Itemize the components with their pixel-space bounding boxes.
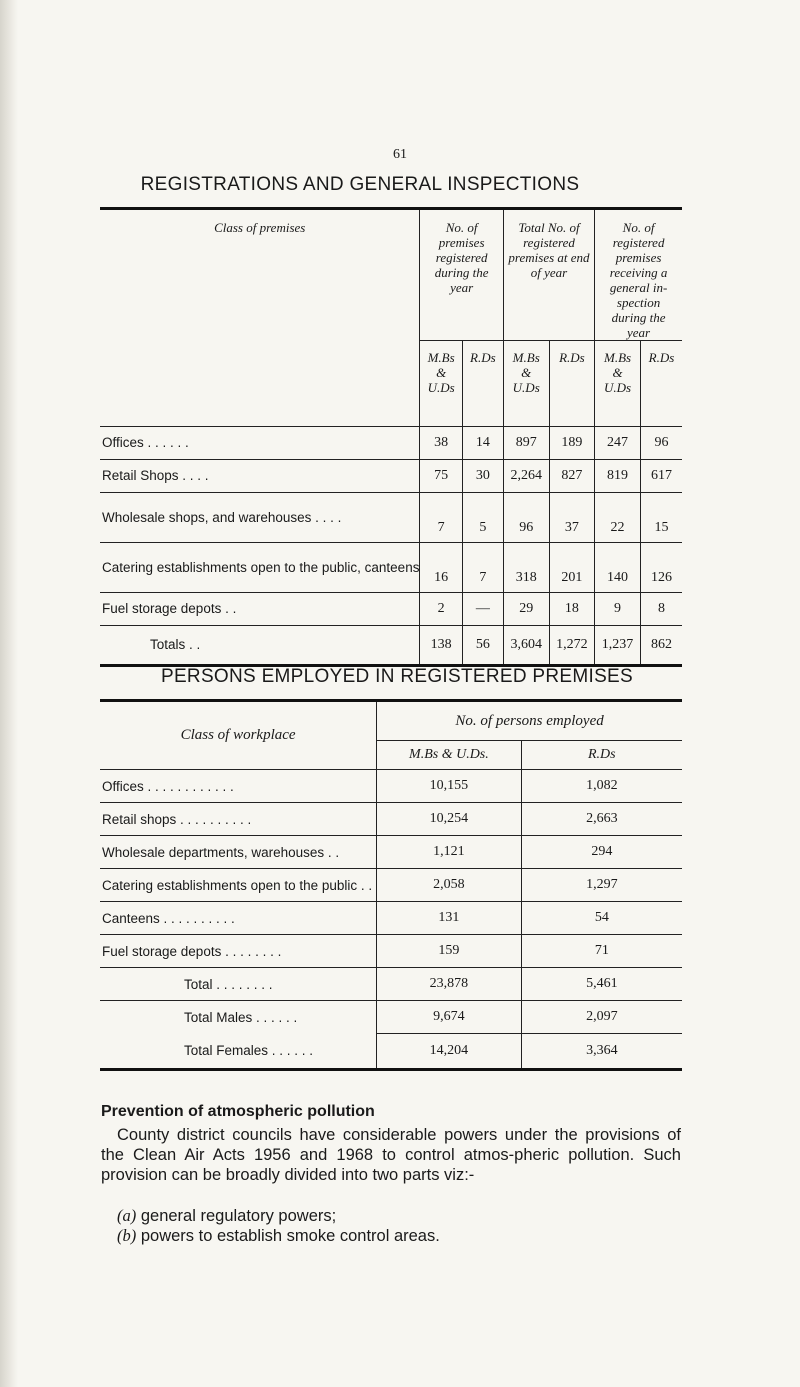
cell: 5 (462, 493, 503, 543)
cell: 9 (595, 593, 641, 626)
page-number: 61 (393, 147, 407, 162)
list-marker: (b) (117, 1226, 137, 1245)
cell: 7 (462, 543, 503, 593)
cell: 827 (549, 460, 595, 493)
cell: 16 (420, 543, 462, 593)
cell: 7 (420, 493, 462, 543)
table-row (100, 935, 682, 968)
cell: 10,254 (377, 803, 521, 836)
cell: 75 (420, 460, 462, 493)
cell: 819 (595, 460, 641, 493)
cell: 3,364 (521, 1034, 682, 1070)
cell: 1,237 (595, 626, 641, 666)
registrations-table (100, 207, 682, 667)
mbs-uds-subheader: M.Bs & U.Ds. (377, 741, 521, 770)
row-label: Total Females . . . . . . (100, 1034, 377, 1070)
cell: 54 (521, 902, 682, 935)
cell: 38 (420, 427, 462, 460)
list-item-text: powers to establish smoke control areas. (140, 1227, 440, 1245)
cell: 2,264 (503, 460, 549, 493)
cell: 14,204 (377, 1034, 521, 1070)
totals-row (100, 626, 682, 666)
prevention-body-text: County district councils have considerable powers under the provisions of the Clean Air Acts 1956 and 1968 to control atmos-pheric pollution. Such provision can be broadly divided into two parts viz:- (101, 1126, 681, 1184)
rds-subheader: R.Ds (549, 341, 595, 427)
cell: 1,297 (521, 869, 682, 902)
persons-employed-table (100, 699, 682, 1071)
row-label: Fuel storage depots . . (100, 593, 420, 626)
table-row (100, 493, 682, 543)
persons-employed-title: PERSONS EMPLOYED IN REGISTERED PREMISES (160, 666, 634, 687)
row-label: Catering establishments open to the public . . (100, 869, 377, 902)
row-label: Fuel storage depots . . . . . . . . (100, 935, 377, 968)
cell: 3,604 (503, 626, 549, 666)
rds-subheader: R.Ds (462, 341, 503, 427)
cell: — (462, 593, 503, 626)
registrations-title: REGISTRATIONS AND GENERAL INSPECTIONS (140, 174, 580, 195)
persons-employed-header: No. of persons employed (377, 701, 682, 741)
table-row (100, 902, 682, 935)
table-row (100, 593, 682, 626)
cell: 2,097 (521, 1001, 682, 1034)
table-row (100, 543, 682, 593)
total-registered-header: Total No. of registered premises at end of year (503, 209, 594, 341)
mbs-uds-subheader: M.Bs & U.Ds (503, 341, 549, 427)
cell: 862 (640, 626, 682, 666)
cell: 5,461 (521, 968, 682, 1001)
total-males-row (100, 1001, 682, 1034)
cell: 30 (462, 460, 503, 493)
cell: 897 (503, 427, 549, 460)
cell: 2,663 (521, 803, 682, 836)
cell: 189 (549, 427, 595, 460)
prevention-heading: Prevention of atmospheric pollution (101, 1103, 375, 1120)
mbs-uds-subheader: M.Bs & U.Ds (595, 341, 641, 427)
row-label: Wholesale departments, warehouses . . (100, 836, 377, 869)
cell: 22 (595, 493, 641, 543)
cell: 56 (462, 626, 503, 666)
registered-during-year-header: No. of premises registered during the year (420, 209, 503, 341)
cell: 29 (503, 593, 549, 626)
cell: 18 (549, 593, 595, 626)
cell: 15 (640, 493, 682, 543)
cell: 96 (503, 493, 549, 543)
cell: 131 (377, 902, 521, 935)
row-label: Wholesale shops, and warehouses . . . . (100, 493, 420, 543)
cell: 159 (377, 935, 521, 968)
mbs-uds-subheader: M.Bs & U.Ds (420, 341, 462, 427)
prevention-paragraph (101, 1125, 681, 1185)
row-label: Offices . . . . . . . . . . . . (100, 770, 377, 803)
cell: 294 (521, 836, 682, 869)
row-label: Total Males . . . . . . (100, 1001, 377, 1034)
row-label: Retail Shops . . . . (100, 460, 420, 493)
rds-subheader: R.Ds (521, 741, 682, 770)
cell: 1,272 (549, 626, 595, 666)
row-label: Totals . . (100, 626, 420, 666)
cell: 318 (503, 543, 549, 593)
table-row (100, 770, 682, 803)
cell: 2,058 (377, 869, 521, 902)
table-row (100, 836, 682, 869)
list-item (101, 1206, 440, 1226)
class-of-premises-header: Class of premises (100, 209, 420, 427)
table-row (100, 803, 682, 836)
prevention-list (101, 1206, 440, 1246)
row-label: Retail shops . . . . . . . . . . (100, 803, 377, 836)
list-item-text: general regulatory powers; (140, 1207, 337, 1225)
cell: 8 (640, 593, 682, 626)
cell: 71 (521, 935, 682, 968)
cell: 1,121 (377, 836, 521, 869)
row-label: Canteens . . . . . . . . . . (100, 902, 377, 935)
cell: 1,082 (521, 770, 682, 803)
scan-edge (0, 0, 18, 1387)
cell: 138 (420, 626, 462, 666)
table-row (100, 460, 682, 493)
row-label: Total . . . . . . . . (100, 968, 377, 1001)
cell: 201 (549, 543, 595, 593)
total-females-row (100, 1034, 682, 1070)
cell: 96 (640, 427, 682, 460)
cell: 617 (640, 460, 682, 493)
cell: 247 (595, 427, 641, 460)
cell: 9,674 (377, 1001, 521, 1034)
cell: 126 (640, 543, 682, 593)
row-label: Offices . . . . . . (100, 427, 420, 460)
cell: 2 (420, 593, 462, 626)
cell: 10,155 (377, 770, 521, 803)
rds-subheader: R.Ds (640, 341, 682, 427)
total-row (100, 968, 682, 1001)
cell: 140 (595, 543, 641, 593)
cell: 37 (549, 493, 595, 543)
table-row (100, 427, 682, 460)
list-item (101, 1226, 440, 1246)
cell: 14 (462, 427, 503, 460)
inspected-during-year-header: No. of registered premises receiving a general in-spection during the year (595, 209, 682, 341)
table-row (100, 869, 682, 902)
class-of-workplace-header: Class of workplace (100, 701, 377, 770)
row-label: Catering establishments open to the public, canteens (100, 543, 420, 593)
list-marker: (a) (117, 1206, 137, 1225)
cell: 23,878 (377, 968, 521, 1001)
